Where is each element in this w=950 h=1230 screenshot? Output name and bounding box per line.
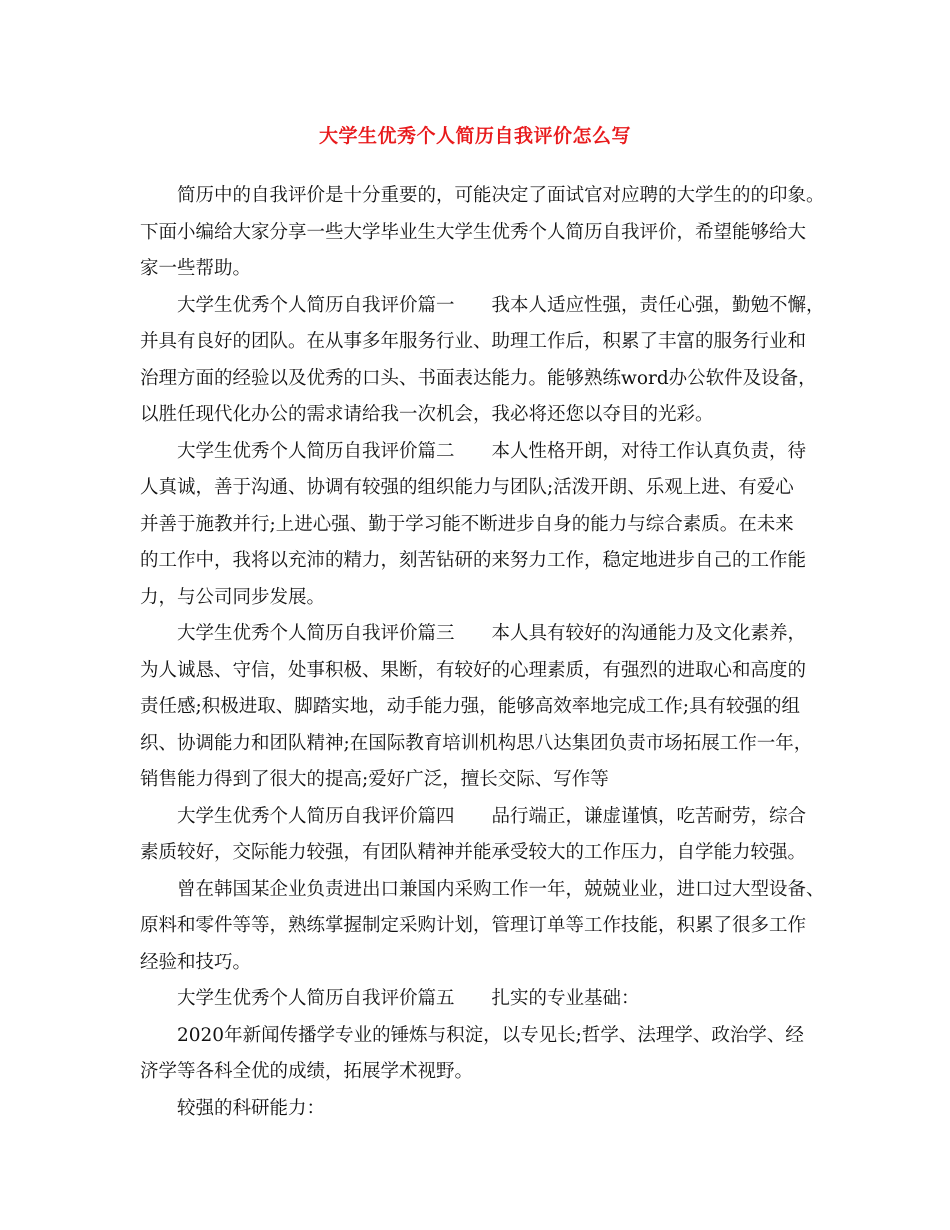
text-line [140,434,830,471]
paragraph-research-ability [140,1091,830,1128]
text-line: 并善于施教并行;上进心强、勤于学习能不断进步自身的能力与综合素质。在未来 [140,513,794,535]
text-line: 素质较好，交际能力较强，有团队精神并能承受较大的工作压力，自学能力较强。 [140,842,807,863]
paragraph-professional-basis [140,1018,830,1091]
paragraph-evaluation-3 [140,616,830,799]
text-line: 销售能力得到了很大的提高;爱好广泛，擅长交际、写作等 [140,769,609,790]
text-line: 下面小编给大家分享一些大学毕业生大学生优秀个人简历自我评价，希望能够给大 [140,221,807,243]
section-heading: 大学生优秀个人简历自我评价篇二 [177,440,455,462]
text-line: 较强的科研能力： [177,1097,326,1119]
text-line: 治理方面的经验以及优秀的口头、书面表达能力。能够熟练word办公软件及设备， [140,367,817,389]
section-text: 品行端正，谦虚谨慎，吃苦耐劳，综合 [491,805,807,827]
section-heading: 大学生优秀个人简历自我评价篇一 [177,294,455,316]
text-line: 的工作中，我将以充沛的精力，刻苦钻研的来努力工作，稳定地进步自己的工作能 [140,550,807,571]
section-text: 本人性格开朗，对待工作认真负责，待 [491,440,807,462]
text-line: 经验和技巧。 [140,951,252,973]
paragraph-intro [140,178,830,288]
text-line: 人真诚，善于沟通、协调有较强的组织能力与团队;活泼开朗、乐观上进、有爱心 [140,477,794,498]
paragraph-experience [140,872,830,982]
paragraph-evaluation-2 [140,434,830,617]
text-line: 简历中的自我评价是十分重要的，可能决定了面试官对应聘的大学生的的印象。 [177,185,825,206]
document-title: 大学生优秀个人简历自我评价怎么写 [318,125,631,147]
text-line: 并具有良好的团队。在从事多年服务行业、助理工作后，积累了丰富的服务行业和 [140,331,807,352]
text-line: 织、协调能力和团队精神;在国际教育培训机构思八达集团负责市场拓展工作一年， [140,732,813,754]
paragraph-evaluation-5 [140,981,830,1018]
text-line [140,799,830,836]
paragraph-evaluation-1 [140,288,830,434]
section-heading: 大学生优秀个人简历自我评价篇五 [177,988,455,1009]
text-line: 2020年新闻传播学专业的锤炼与积淀，以专见长;哲学、法理学、政治学、经 [177,1024,804,1046]
text-line: 济学等各科全优的成绩，拓展学术视野。 [140,1061,474,1082]
text-line: 原料和零件等等，熟练掌握制定采购计划，管理订单等工作技能，积累了很多工作 [140,915,807,936]
text-line: 以胜任现代化办公的需求请给我一次机会，我必将还您以夺目的光彩。 [140,404,714,425]
text-line: 力，与公司同步发展。 [140,586,326,608]
document-body [140,178,830,1127]
text-line: 责任感;积极进取、脚踏实地，动手能力强，能够高效率地完成工作;具有较强的组 [140,696,800,717]
text-line: 为人诚恳、守信，处事积极、果断，有较好的心理素质，有强烈的进取心和高度的 [140,659,807,681]
paragraph-evaluation-4 [140,799,830,872]
section-text: 我本人适应性强，责任心强，勤勉不懈， [491,294,825,316]
text-line [140,616,830,653]
text-line [140,981,830,1018]
section-text: 本人具有较好的沟通能力及文化素养， [491,623,807,644]
text-line: 家一些帮助。 [140,258,252,279]
section-heading: 大学生优秀个人简历自我评价篇四 [177,805,455,827]
text-line [140,288,830,325]
section-text: 扎实的专业基础： [491,988,640,1009]
text-line: 曾在韩国某企业负责进出口兼国内采购工作一年，兢兢业业，进口过大型设备、 [177,878,825,900]
section-heading: 大学生优秀个人简历自我评价篇三 [177,623,455,644]
